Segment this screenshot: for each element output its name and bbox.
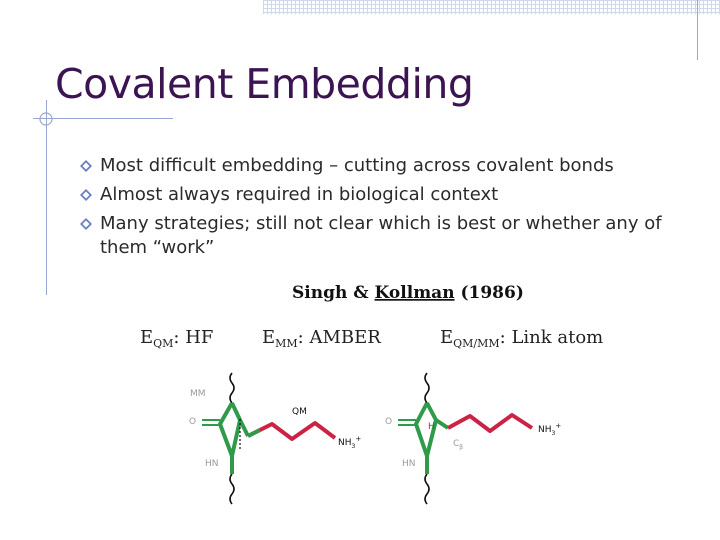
bullet-list [80, 154, 680, 265]
right-red-qm-chain [448, 415, 532, 431]
right-nh3-label: $NH_3^+$ [538, 422, 562, 437]
diamond-bullet-icon [80, 218, 92, 230]
right-hn-label: HN [402, 459, 416, 469]
qmmm-figure [120, 278, 640, 518]
left-mm-label: MM [190, 389, 206, 399]
bullet-item [80, 183, 680, 207]
right-top-wavy-bond [425, 373, 429, 403]
slide-title: Covalent Embedding [55, 60, 474, 108]
left-green-link [248, 430, 260, 436]
bullet-text: Many strategies; still not clear which is best or whether any of them “work” [100, 213, 662, 258]
left-molecule [189, 373, 361, 504]
left-ca-bond [240, 420, 248, 436]
right-h-link-label: H [428, 422, 435, 432]
left-red-qm-chain [248, 423, 335, 439]
right-vertical-rule [697, 0, 698, 60]
bullet-text: Most difficult embedding – cutting across covalent bonds [100, 155, 614, 176]
bullet-item [80, 212, 680, 260]
header-grid-decoration [263, 0, 720, 14]
left-nh3-label: $NH_3^+$ [338, 435, 362, 450]
diamond-bullet-icon [80, 160, 92, 172]
eq-mm-label: $E_{MM}$: AMBER [262, 327, 381, 350]
right-link-bond [436, 420, 448, 428]
left-bottom-wavy-bond [230, 474, 234, 504]
eq-qm-label: $E_{QM}$: HF [140, 327, 214, 350]
bullet-item [80, 154, 680, 178]
left-green-backbone-2 [232, 403, 240, 456]
eq-qmmm-label: $E_{QM/MM}$: Link atom [440, 327, 604, 350]
left-o-label: O [189, 417, 197, 427]
left-green-backbone [220, 403, 232, 474]
right-bottom-wavy-bond [425, 474, 429, 504]
title-rule-circle-icon [37, 110, 55, 128]
left-hn-label: HN [205, 459, 219, 469]
right-molecule [385, 373, 561, 504]
left-vertical-rule [46, 100, 47, 295]
bullet-text: Almost always required in biological context [100, 184, 499, 205]
diamond-bullet-icon [80, 189, 92, 201]
left-qm-label: QM [292, 407, 307, 417]
right-cb-label: $C_\beta$ [453, 439, 464, 451]
left-top-wavy-bond [230, 373, 234, 403]
right-green-backbone [416, 403, 427, 474]
right-o-label: O [385, 417, 393, 427]
figure-heading: Singh & Kollman (1986) [292, 283, 524, 303]
